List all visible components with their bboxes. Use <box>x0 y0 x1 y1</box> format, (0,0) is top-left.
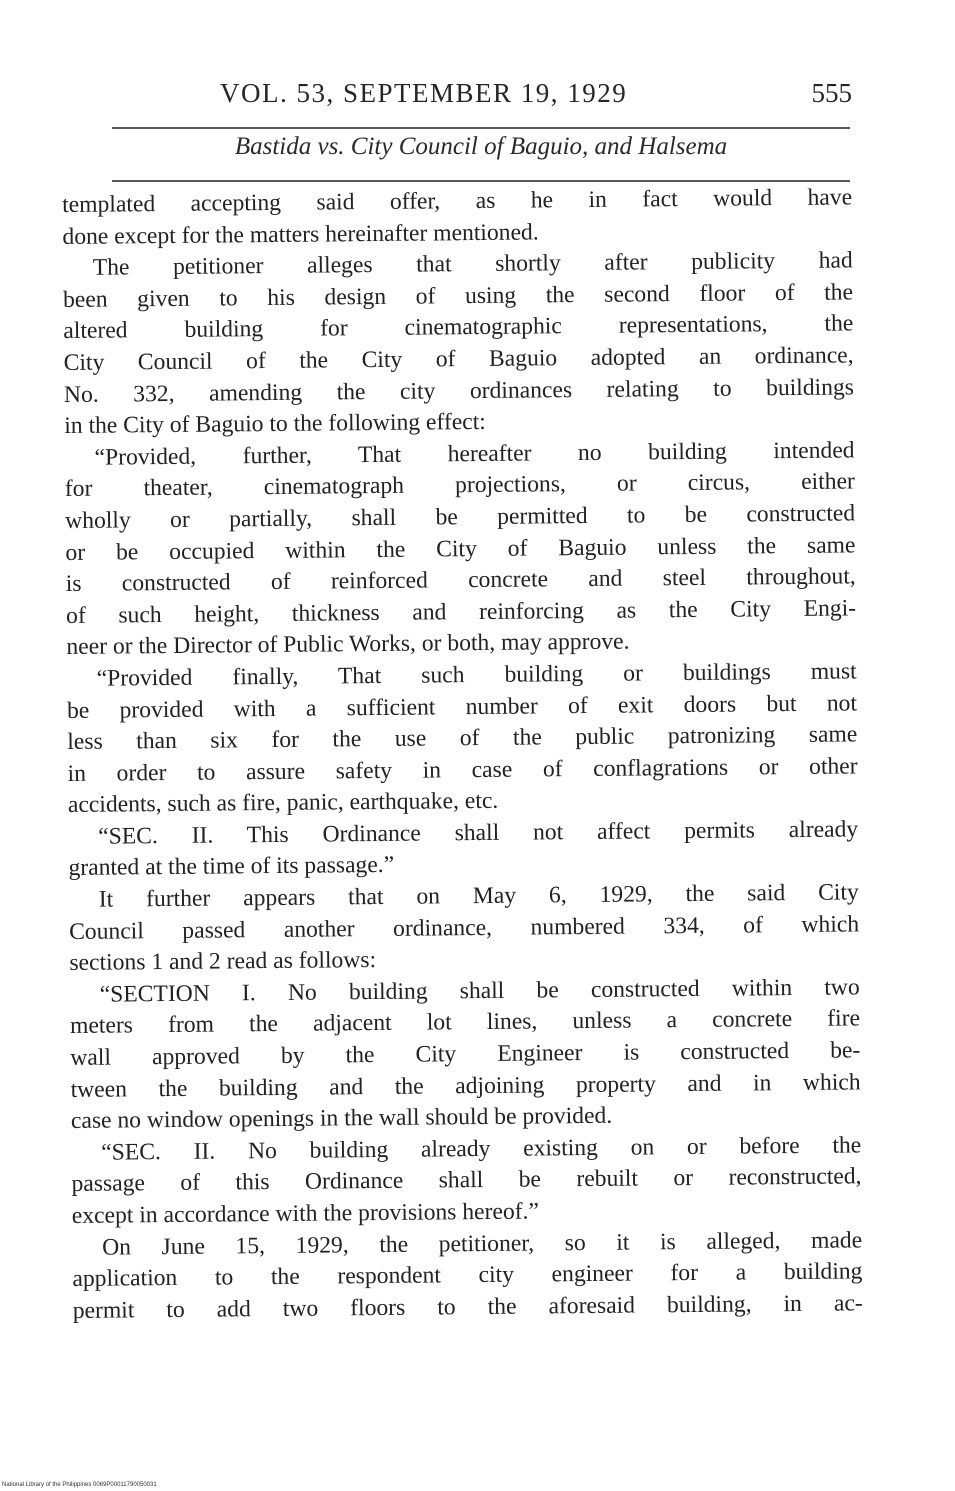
running-head: VOL. 53, SEPTEMBER 19, 1929 <box>220 78 628 108</box>
text-line: sections 1 and 2 read as follows: <box>69 947 377 977</box>
text-line: “SECTION I. No building shall be constructed within two <box>99 974 860 1008</box>
header-rule-bottom <box>112 180 850 182</box>
header-rule-top <box>112 127 850 129</box>
text-line: is constructed of reinforced concrete and steel throughout, <box>65 563 856 598</box>
text-line: On June 15, 1929, the petitioner, so it is alleged, made <box>102 1226 863 1261</box>
text-line: meters from the adjacent lot lines, unless a concrete fire <box>69 1005 861 1040</box>
text-line: in the City of Baguio to the following effect: <box>64 409 486 440</box>
text-line: granted at the time of its passage.” <box>68 852 395 882</box>
text-line: accidents, such as fire, panic, earthquake, etc. <box>67 788 499 819</box>
text-line: done except for the matters hereinafter mentioned. <box>62 219 539 250</box>
text-line: tween the building and the adjoining property and in which <box>70 1069 861 1103</box>
text-line: case no window openings in the wall should be provided. <box>70 1102 613 1135</box>
text-line: in order to assure safety in case of conflagrations or other <box>67 753 858 787</box>
text-line: less than six for the use of the public patronizing same <box>67 721 858 756</box>
text-line: be provided with a sufficient number of exit doors but not <box>66 689 858 724</box>
text-line: application to the respondent city engineer for a building <box>72 1258 863 1293</box>
scan-footer-note: National Library of the Philippines 0069P00011790050031 <box>2 1482 157 1488</box>
text-line: been given to his design of using the second floor of the <box>62 279 854 313</box>
text-line: “SEC. II. This Ordinance shall not affect permits already <box>98 816 859 850</box>
text-line: for theater, cinematograph projections, or circus, either <box>64 468 855 503</box>
text-line: Council passed another ordinance, numbered 334, of which <box>68 911 860 945</box>
text-line: The petitioner alleges that shortly after publicity had <box>92 247 853 281</box>
body-text <box>62 182 863 1327</box>
text-line: wall approved by the City Engineer is constructed be- <box>70 1037 861 1071</box>
text-line: templated accepting said offer, as he in fact would have <box>62 184 853 218</box>
text-line: except in accordance with the provisions hereof.” <box>71 1198 540 1229</box>
text-line: of such height, thickness and reinforcing as the City Engi- <box>65 595 857 629</box>
text-line: neer or the Director of Public Works, or both, may approve. <box>66 628 630 661</box>
page-number: 555 <box>811 78 852 108</box>
text-line: “Provided finally, That such building or buildings must <box>96 658 857 692</box>
text-line: City Council of the City of Baguio adopted an ordinance, <box>63 342 854 376</box>
text-line: wholly or partially, shall be permitted to be constructed <box>65 500 856 534</box>
text-line: “SEC. II. No building already existing on or before the <box>101 1132 862 1166</box>
text-line: altered building for cinematographic representations, the <box>63 310 854 345</box>
text-line: permit to add two floors to the aforesaid building, in ac- <box>72 1290 863 1324</box>
text-line: or be occupied within the City of Baguio unless the same <box>65 531 856 566</box>
text-line: It further appears that on May 6, 1929, the said City <box>98 879 859 913</box>
text-line: passage of this Ordinance shall be rebuilt or reconstructed, <box>71 1163 862 1198</box>
text-line: “Provided, further, That hereafter no building intended <box>94 437 855 471</box>
text-line: No. 332, amending the city ordinances relating to buildings <box>63 373 855 408</box>
page-header <box>112 78 852 122</box>
case-title: Bastida vs. City Council of Baguio, and Halsema <box>234 133 728 160</box>
